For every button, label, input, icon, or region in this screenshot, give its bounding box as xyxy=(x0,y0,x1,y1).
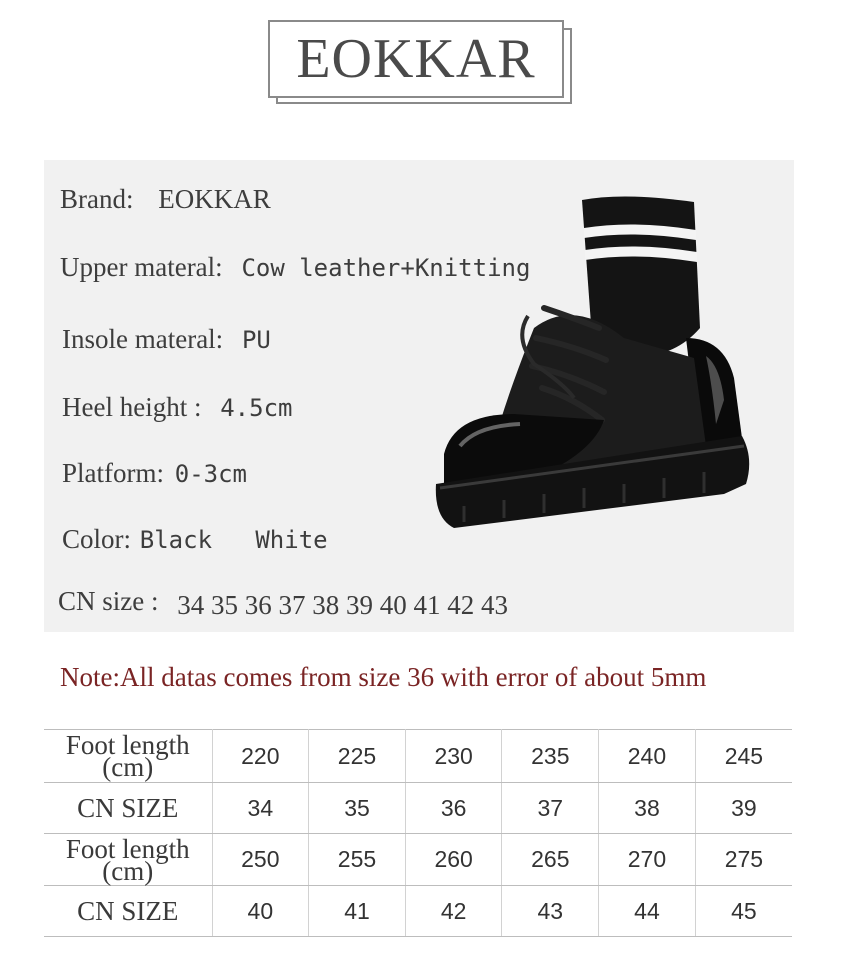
spec-cn-size-value: 34 35 36 37 38 39 40 41 42 43 xyxy=(177,590,508,620)
cn-size-cell: 43 xyxy=(502,886,599,937)
spec-brand xyxy=(60,184,271,215)
foot-length-cell: 270 xyxy=(599,834,696,886)
foot-length-cell: 275 xyxy=(695,834,792,886)
cn-size-cell: 35 xyxy=(309,783,406,834)
spec-insole-value: PU xyxy=(241,326,271,354)
spec-cn-size xyxy=(58,586,508,620)
brand-logo: EOKKAR xyxy=(268,20,564,98)
cn-size-cell: 40 xyxy=(212,886,309,937)
foot-length-cell: 220 xyxy=(212,730,309,783)
cn-size-header: CN SIZE xyxy=(44,886,212,937)
foot-length-unit: (cm) xyxy=(102,855,154,886)
spec-insole xyxy=(62,324,271,355)
cn-size-header: CN SIZE xyxy=(44,783,212,834)
cn-size-cell: 36 xyxy=(405,783,502,834)
foot-length-unit: (cm) xyxy=(102,752,154,782)
spec-color xyxy=(62,524,328,555)
foot-length-header xyxy=(44,730,212,783)
cn-size-cell: 38 xyxy=(599,783,696,834)
foot-length-cell: 240 xyxy=(599,730,696,783)
size-table xyxy=(44,729,792,937)
spec-color-label: Color: xyxy=(62,524,132,554)
foot-length-cell: 235 xyxy=(502,730,599,783)
cn-size-cell: 34 xyxy=(212,783,309,834)
foot-length-cell: 250 xyxy=(212,834,309,886)
spec-platform-value: 0-3cm xyxy=(174,460,247,488)
spec-color-value: Black White xyxy=(139,526,328,554)
spec-brand-value: EOKKAR xyxy=(158,184,271,214)
foot-length-cell: 245 xyxy=(695,730,792,783)
spec-brand-label: Brand: xyxy=(60,184,134,214)
cn-size-cell: 39 xyxy=(695,783,792,834)
spec-cn-size-label: CN size : xyxy=(58,586,159,616)
cn-size-cell: 45 xyxy=(695,886,792,937)
foot-length-cell: 230 xyxy=(405,730,502,783)
spec-heel-value: 4.5cm xyxy=(220,394,293,422)
spec-platform-label: Platform: xyxy=(62,458,164,488)
spec-heel-label: Heel height : xyxy=(62,392,202,422)
foot-length-label: Foot length xyxy=(65,833,190,864)
cn-size-cell: 44 xyxy=(599,886,696,937)
table-row xyxy=(44,730,792,783)
spec-platform xyxy=(62,458,247,489)
cn-size-cell: 41 xyxy=(309,886,406,937)
foot-length-cell: 260 xyxy=(405,834,502,886)
table-row xyxy=(44,783,792,834)
cn-size-cell: 37 xyxy=(502,783,599,834)
foot-length-header xyxy=(44,834,212,886)
foot-length-label: Foot length xyxy=(65,730,190,760)
spec-upper-label: Upper materal: xyxy=(60,252,223,282)
foot-length-cell: 225 xyxy=(309,730,406,783)
table-row xyxy=(44,886,792,937)
foot-length-cell: 255 xyxy=(309,834,406,886)
measurement-note: Note:All datas comes from size 36 with error of about 5mm xyxy=(60,662,707,692)
foot-length-cell: 265 xyxy=(502,834,599,886)
table-row xyxy=(44,834,792,886)
spec-insole-label: Insole materal: xyxy=(62,324,224,354)
spec-heel xyxy=(62,392,292,423)
cn-size-cell: 42 xyxy=(405,886,502,937)
boot-image xyxy=(424,188,764,534)
spec-upper-value: Cow leather+Knitting xyxy=(241,254,531,282)
